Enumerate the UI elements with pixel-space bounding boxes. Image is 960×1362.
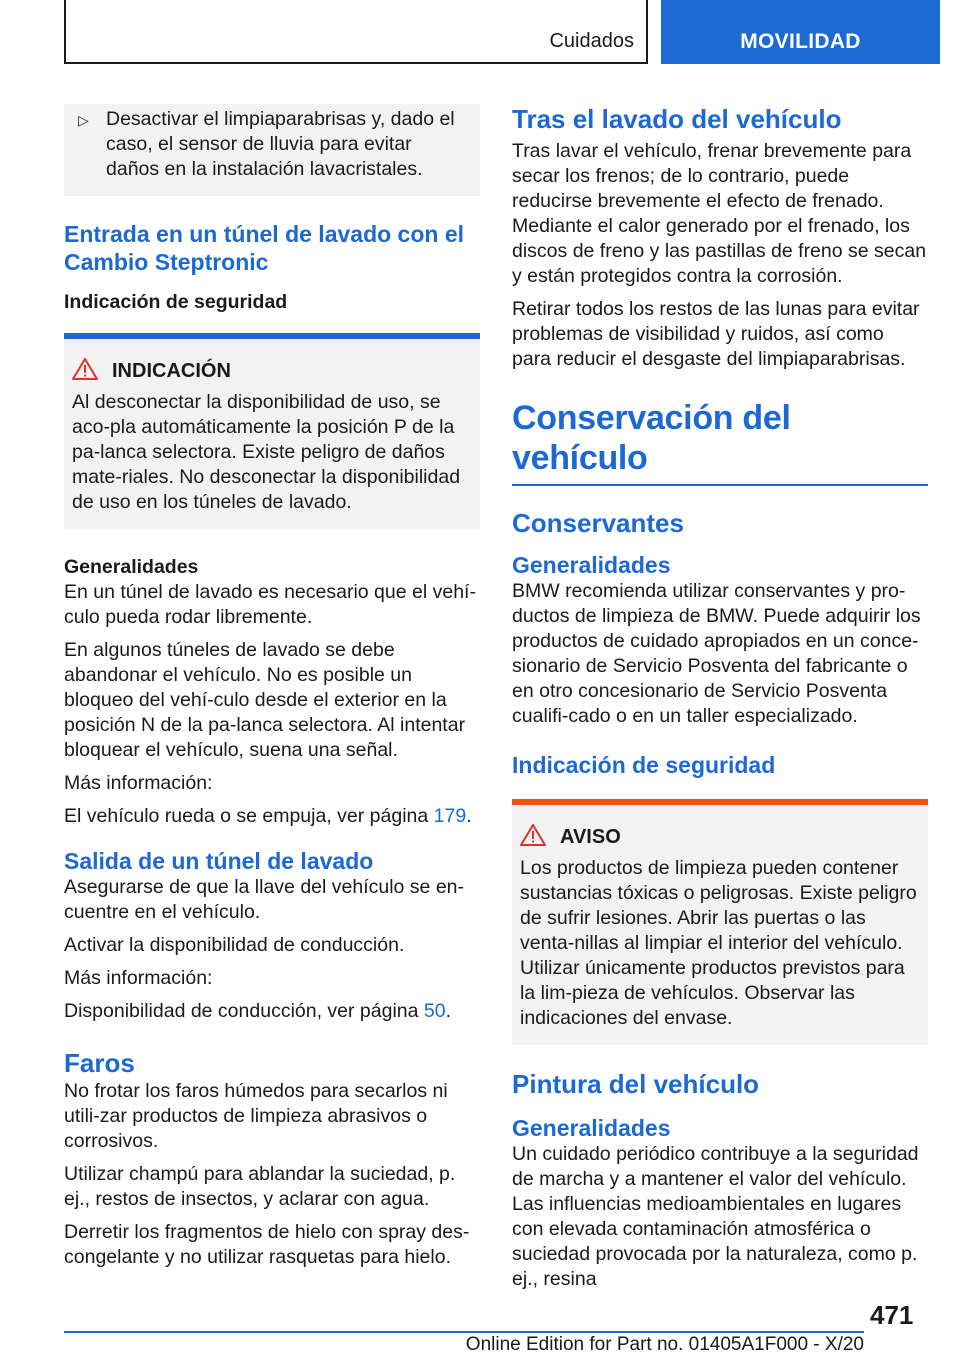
heading-vehicle-conservation: Conservación del vehículo (512, 399, 791, 477)
paragraph: En un túnel de lavado es necesario que el vehí-culo pueda rodar libremente. (64, 581, 476, 628)
heading-headlights: Faros (64, 1048, 135, 1078)
warning-title: AVISO (560, 826, 621, 848)
footer-rule (64, 1331, 864, 1333)
paragraph: No frotar los faros húmedos para secarlos ni utili-zar productos de limpieza abrasivos o corrosivos. (64, 1080, 448, 1152)
note-box (64, 333, 480, 529)
warning-header (520, 825, 920, 850)
note-header (72, 359, 472, 384)
paragraph: Derretir los fragmentos de hielo con spray des-congelante y no utilizar rasquetas para hielo. (64, 1221, 470, 1268)
paragraph: Tras lavar el vehículo, frenar brevemente para secar los frenos; de lo contrario, puede reducirse brevemente el efecto de frenado. Mediante el calor generado por el frenado, los discos de freno y las pastillas de freno se secan y están protegidos contra la corrosión. (512, 140, 927, 287)
heading-paint: Pintura del vehículo (512, 1069, 760, 1099)
cross-reference: El vehículo rueda o se empuja, ver página 179. (64, 805, 472, 827)
chapter-tab[interactable]: MOVILIDAD (661, 0, 940, 64)
left-column (64, 104, 480, 1278)
triangle-bullet-icon: ▷ (78, 112, 89, 128)
heading-safety-note: Indicación de seguridad (64, 291, 288, 313)
heading-after-wash: Tras el lavado del vehículo (512, 104, 842, 134)
note-title: INDICACIÓN (112, 360, 231, 382)
note-text: Al desconectar la disponibilidad de uso, se aco-pla automáticamente la posición P de la pa-lanca selectora. Existe peligro de daños mate-riales. No desconectar la disponibilidad de uso en los túneles de lavado. (72, 391, 461, 513)
page-number: 471 (870, 1300, 914, 1330)
heading-general: Generalidades (512, 1115, 671, 1141)
section-title: Cuidados (549, 30, 634, 52)
bullet-text: Desactivar el limpiaparabrisas y, dado el caso, el sensor de lluvia para evitar daños en la instalación lavacristales. (106, 108, 455, 180)
heading-preservatives: Conservantes (512, 508, 684, 538)
cross-reference: Disponibilidad de conducción, ver página 50. (64, 1000, 452, 1022)
reference-text: Disponibilidad de conducción, ver página (64, 1000, 424, 1022)
warning-triangle-icon (520, 823, 546, 847)
heading-tunnel-steptronic: Entrada en un túnel de lavado con el Cambio Steptronic (64, 221, 465, 275)
more-info-label: Más información: (64, 772, 213, 794)
heading-exit-tunnel: Salida de un túnel de lavado (64, 848, 374, 874)
edition-text: Online Edition for Part no. 01405A1F000 - X/20 (465, 1334, 864, 1355)
page-link-179[interactable]: 179 (433, 805, 467, 827)
more-info-label: Más información: (64, 967, 213, 989)
right-column (512, 104, 928, 1300)
page-link-50[interactable]: 50 (423, 1000, 446, 1022)
paragraph: Activar la disponibilidad de conducción. (64, 934, 405, 956)
heading-safety-note: Indicación de seguridad (512, 752, 776, 778)
warning-box (512, 799, 928, 1045)
warning-triangle-icon (72, 357, 98, 381)
paragraph: Un cuidado periódico contribuye a la seguridad de marcha y a mantener el valor del vehículo. Las influencias medioambientales en lugares con elevada contaminación atmosférica o suciedad provocada por la naturaleza, como p. ej., resina (512, 1143, 919, 1290)
paragraph: BMW recomienda utilizar conservantes y pro-ductos de limpieza de BMW. Puede adquirir los productos de cuidado apropiados en un conce-sionario de Servicio Posventa del fabricante o en otro concesionario de Servicio Posventa cualifi-cado o en un taller especializado. (512, 580, 921, 727)
paragraph: En algunos túneles de lavado se debe abandonar el vehículo. No es posible un bloqueo del vehí-culo desde el exterior en la posición N de la pa-lanca selectora. Al intentar bloquear el vehículo, suena una señal. (64, 639, 466, 761)
warning-text: Los productos de limpieza pueden contener sustancias tóxicas o peligrosas. Existe peligro de sufrir lesiones. Abrir las puertas o las venta-nillas al limpiar el interior del vehículo. Utilizar únicamente productos previstos para la lim-pieza de vehículos. Observar las indicaciones del envase. (520, 857, 917, 1029)
heading-general: Generalidades (512, 552, 671, 578)
heading-general: Generalidades (64, 556, 199, 578)
reference-text: El vehículo rueda o se empuja, ver página (64, 805, 434, 827)
paragraph: Retirar todos los restos de las lunas para evitar problemas de visibilidad y ruidos, así como para reducir el desgaste del limpiaparabrisas. (512, 298, 920, 370)
bullet-box (64, 104, 480, 196)
paragraph: Utilizar champú para ablandar la suciedad, p. ej., restos de insectos, y aclarar con agua. (64, 1163, 456, 1210)
paragraph: Asegurarse de que la llave del vehículo se en-cuentre en el vehículo. (64, 876, 464, 923)
